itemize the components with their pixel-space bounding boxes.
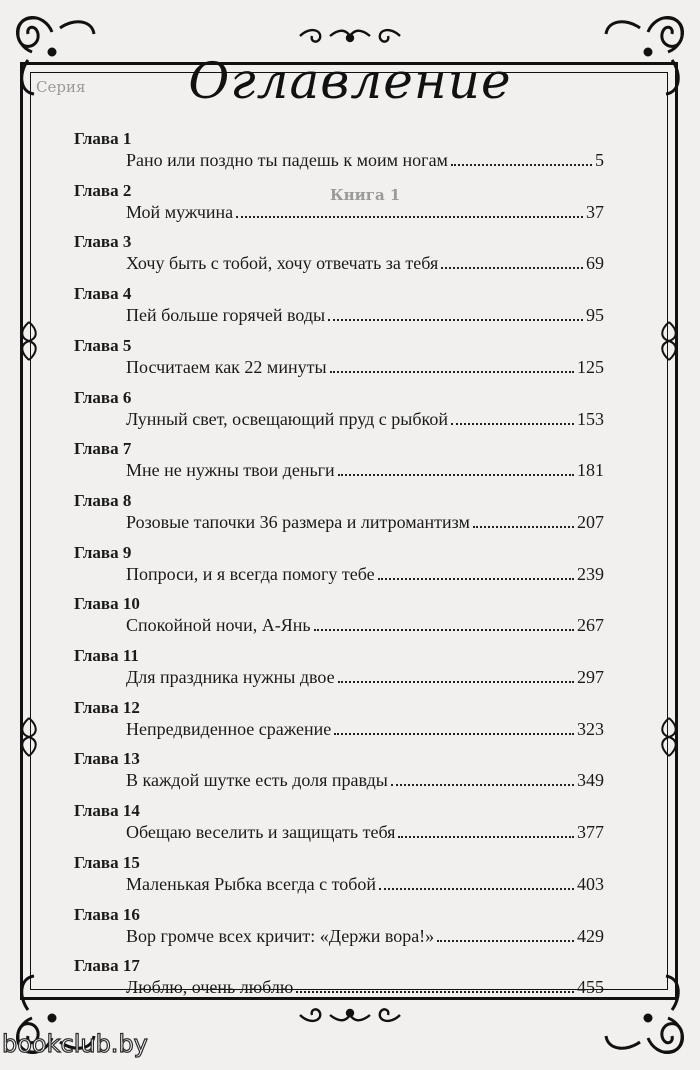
toc-entry [0,388,700,440]
toc-entry [0,956,700,1008]
toc-entry [0,594,700,646]
chapter-title: Вор громче всех кричит: «Держи вора!» [126,925,435,946]
toc-entry [0,543,700,595]
dot-leader [330,357,574,373]
chapter-label: Глава 9 [74,542,132,562]
chapter-label: Глава 6 [74,387,132,407]
toc-entry [0,181,700,233]
toc-line [126,512,604,533]
chapter-label: Глава 10 [74,594,140,614]
chapter-title: Обещаю веселить и защищать тебя [126,822,396,843]
chapter-title: Рано или поздно ты падешь к моим ногам [126,150,448,170]
bleed-through-text: Серия [36,78,86,96]
toc-line [126,564,604,585]
chapter-label: Глава 14 [74,801,140,821]
toc-line [126,874,604,895]
top-center-ornament-icon [296,26,404,46]
dot-leader [328,305,583,321]
toc-entry [0,491,700,543]
toc-entry [0,905,700,957]
bleed-through-text: Книга 1 [330,186,401,204]
dot-leader [314,615,574,631]
chapter-title: Спокойной ночи, А-Янь [126,615,311,636]
chapter-title: Непредвиденное сражение [126,718,332,739]
chapter-label: Глава 2 [74,180,132,200]
toc-entry [0,801,700,853]
toc-line [126,719,604,740]
page-number: 297 [577,667,604,687]
chapter-label: Глава 16 [74,904,140,924]
dot-leader [398,822,574,838]
chapter-title: Хочу быть с тобой, хочу отвечать за тебя [126,253,439,274]
toc-line [126,926,604,947]
dot-leader [236,202,583,218]
page-title: Оглавление [188,52,512,110]
dot-leader [338,460,574,476]
page-number: 5 [595,150,604,170]
dot-leader [378,564,574,580]
chapter-title: Розовые тапочки 36 размера и литромантизм [126,511,470,532]
chapter-title: Мне не нужны твои деньги [126,460,335,481]
toc-entry [0,698,700,750]
dot-leader [437,926,574,942]
page-number: 455 [577,977,604,998]
chapter-title: Попроси, и я всегда помогу тебе [126,563,375,584]
dot-leader [451,150,592,166]
chapter-label: Глава 13 [74,749,140,769]
chapter-label: Глава 3 [74,232,132,252]
toc-line [126,202,604,223]
toc-line [126,822,604,843]
dot-leader [473,512,574,528]
toc-entry [0,284,700,336]
chapter-label: Глава 15 [74,852,140,872]
page-number: 403 [577,873,604,894]
page-number: 69 [586,253,604,274]
chapter-label: Глава 1 [74,129,132,148]
chapter-title: Мой мужчина [126,201,234,222]
page-number: 37 [586,201,604,222]
page-number: 153 [577,408,604,429]
dot-leader [391,770,574,786]
chapter-title: Маленькая Рыбка всегда с тобой [126,873,377,894]
chapter-title: Для праздника нужны двое [126,667,335,687]
page-number: 95 [586,305,604,326]
toc-line [126,409,604,430]
toc-line [126,357,604,378]
toc-entry [0,336,700,388]
site-watermark: bookclub.by [2,1030,148,1058]
chapter-label: Глава 17 [74,956,140,976]
dot-leader [379,874,574,890]
page-number: 323 [577,718,604,739]
toc-entry [0,232,700,284]
chapter-title: Посчитаем как 22 минуты [126,356,327,377]
page-number: 207 [577,511,604,532]
chapter-title: Лунный свет, освещающий пруд с рыбкой [126,408,449,429]
toc-entry [0,749,700,801]
toc-line [126,253,604,274]
page-number: 239 [577,563,604,584]
page-number: 429 [577,925,604,946]
page-number: 349 [577,770,604,791]
toc-line [126,977,604,998]
toc-entry [0,646,700,698]
chapter-label: Глава 5 [74,335,132,355]
chapter-title: Пей больше горячей воды [126,305,326,326]
toc-line [126,667,604,688]
page-number: 125 [577,356,604,377]
toc-entry [0,129,700,181]
toc-entry [0,439,700,491]
dot-leader [451,409,574,425]
chapter-title: Люблю, очень люблю [126,977,294,998]
toc-line [126,150,604,171]
toc-entry [0,853,700,905]
toc-line [126,305,604,326]
dot-leader [296,977,574,993]
toc-line [126,770,604,791]
page-number: 267 [577,615,604,636]
dot-leader [441,253,583,269]
toc-line [126,460,604,481]
page-number: 377 [577,822,604,843]
dot-leader [334,719,574,735]
page-number: 181 [577,460,604,481]
chapter-label: Глава 7 [74,439,132,459]
chapter-label: Глава 11 [74,646,139,665]
chapter-label: Глава 12 [74,697,140,717]
dot-leader [338,667,574,683]
chapter-label: Глава 4 [74,284,132,304]
chapter-title: В каждой шутке есть доля правды [126,770,388,791]
toc-line [126,615,604,636]
chapter-label: Глава 8 [74,490,132,510]
